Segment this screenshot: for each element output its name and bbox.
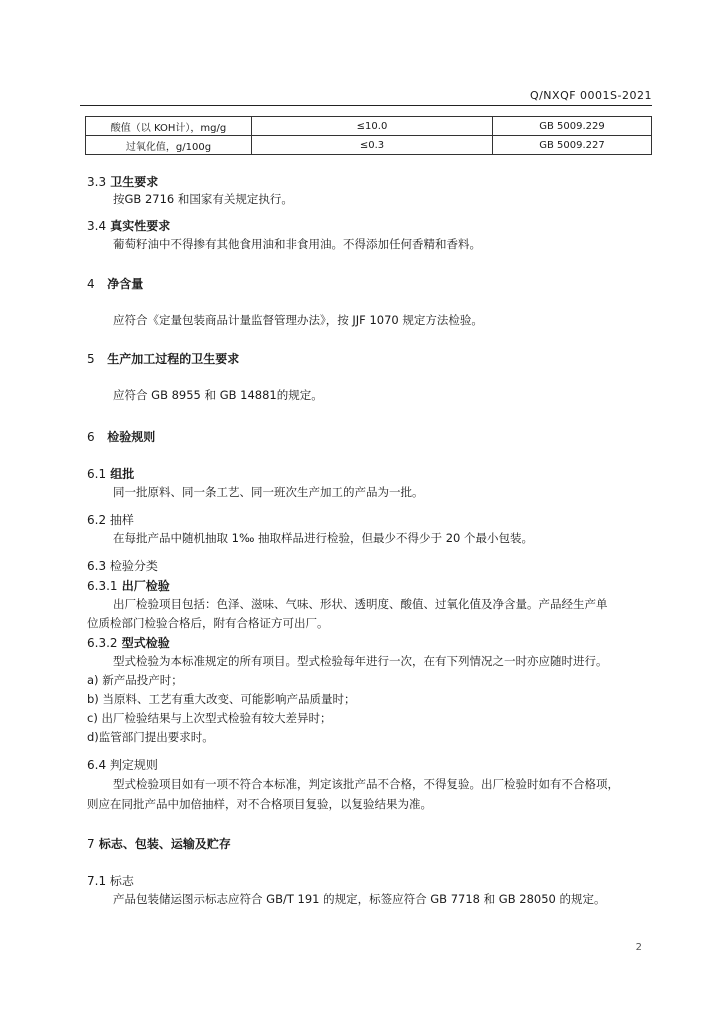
section-6-1-heading: [87, 465, 134, 482]
section-number: 6.3: [87, 559, 107, 573]
section-title: 抽样: [109, 513, 134, 527]
section-6-3-1-heading: [87, 577, 170, 594]
list-item: c) 出厂检验结果与上次型式检验有较大差异时；: [87, 711, 332, 725]
section-title: 检验规则: [107, 430, 156, 444]
section-number: 3.3: [87, 175, 107, 189]
section-5-heading: [87, 350, 239, 367]
document-code: Q/NXQF 0001S-2021: [529, 89, 652, 102]
list-item: d)监管部门提出要求时。: [87, 730, 214, 744]
section-6-4-text-line2: 则应在同批产品中加倍抽样，对不合格项目复验，以复验结果为准。: [87, 797, 432, 811]
list-item: b) 当原料、工艺有重大改变、可能影响产品质量时；: [87, 692, 356, 706]
section-number: 7.1: [87, 874, 107, 888]
spec-table: [85, 116, 652, 155]
section-number: 5: [87, 352, 95, 366]
section-number: 6.3.1: [87, 579, 118, 593]
section-6-1-text: 同一批原料、同一条工艺、同一班次生产加工的产品为一批。: [113, 485, 424, 499]
section-4-heading: [87, 275, 143, 292]
section-number: 6: [87, 430, 95, 444]
section-7-heading: [87, 835, 231, 852]
page-number: 2: [635, 942, 642, 953]
section-6-3-heading: [87, 557, 158, 574]
section-title: 真实性要求: [110, 219, 171, 233]
table-cell: ≤0.3: [252, 136, 493, 155]
section-number: 6.4: [87, 758, 107, 772]
section-title: 组批: [110, 467, 135, 481]
section-3-4-heading: [87, 217, 170, 234]
table-cell: 酸值（以 KOH计），mg/g: [86, 117, 252, 136]
table-row: [86, 117, 652, 136]
section-6-2-heading: [87, 511, 134, 528]
section-title: 判定规则: [109, 758, 158, 772]
section-5-text: 应符合 GB 8955 和 GB 14881的规定。: [113, 388, 323, 402]
section-6-3-1-text-line1: 出厂检验项目包括：色泽、滋味、气味、形状、透明度、酸值、过氧化值及净含量。产品经生产单: [113, 597, 608, 611]
section-title: 生产加工过程的卫生要求: [107, 352, 240, 366]
section-number: 6.2: [87, 513, 107, 527]
section-7-1-text: 产品包装储运图示标志应符合 GB/T 191 的规定，标签应符合 GB 7718 和 GB 28050 的规定。: [113, 892, 606, 906]
table-row: [86, 136, 652, 155]
section-6-3-2-text: 型式检验为本标准规定的所有项目。型式检验每年进行一次，在有下列情况之一时亦应随时进行。: [113, 654, 608, 668]
section-title: 型式检验: [121, 636, 170, 650]
section-number: 6.3.2: [87, 636, 118, 650]
section-4-text: 应符合《定量包装商品计量监督管理办法》，按 JJF 1070 规定方法检验。: [113, 313, 483, 327]
section-6-heading: [87, 428, 155, 445]
table-cell: GB 5009.227: [493, 136, 652, 155]
section-title: 卫生要求: [110, 175, 159, 189]
section-6-3-2-heading: [87, 634, 170, 651]
section-6-2-text: 在每批产品中随机抽取 1‰ 抽取样品进行检验，但最少不得少于 20 个最小包装。: [113, 531, 533, 545]
table-cell: ≤10.0: [252, 117, 493, 136]
section-3-4-text: 葡萄籽油中不得掺有其他食用油和非食用油。不得添加任何香精和香料。: [113, 237, 481, 251]
section-7-1-heading: [87, 872, 134, 889]
section-3-3-heading: [87, 173, 158, 190]
section-number: 6.1: [87, 467, 107, 481]
section-6-3-1-text-line2: 位质检部门检验合格后，附有合格证方可出厂。: [87, 616, 329, 630]
section-6-4-heading: [87, 756, 158, 773]
section-title: 检验分类: [109, 559, 158, 573]
section-title: 标志: [109, 874, 134, 888]
header-rule: [80, 105, 652, 106]
section-3-3-text: 按GB 2716 和国家有关规定执行。: [113, 192, 293, 206]
section-number: 7: [87, 837, 95, 851]
table-cell: 过氧化值，g/100g: [86, 136, 252, 155]
section-title: 出厂检验: [121, 579, 170, 593]
section-title: 净含量: [107, 277, 144, 291]
section-title: 标志、包装、运输及贮存: [98, 837, 231, 851]
list-item: a) 新产品投产时；: [87, 673, 183, 687]
section-number: 4: [87, 277, 95, 291]
section-6-4-text-line1: 型式检验项目如有一项不符合本标准，判定该批产品不合格，不得复验。出厂检验时如有不合格项，: [113, 777, 619, 791]
section-number: 3.4: [87, 219, 107, 233]
table-cell: GB 5009.229: [493, 117, 652, 136]
